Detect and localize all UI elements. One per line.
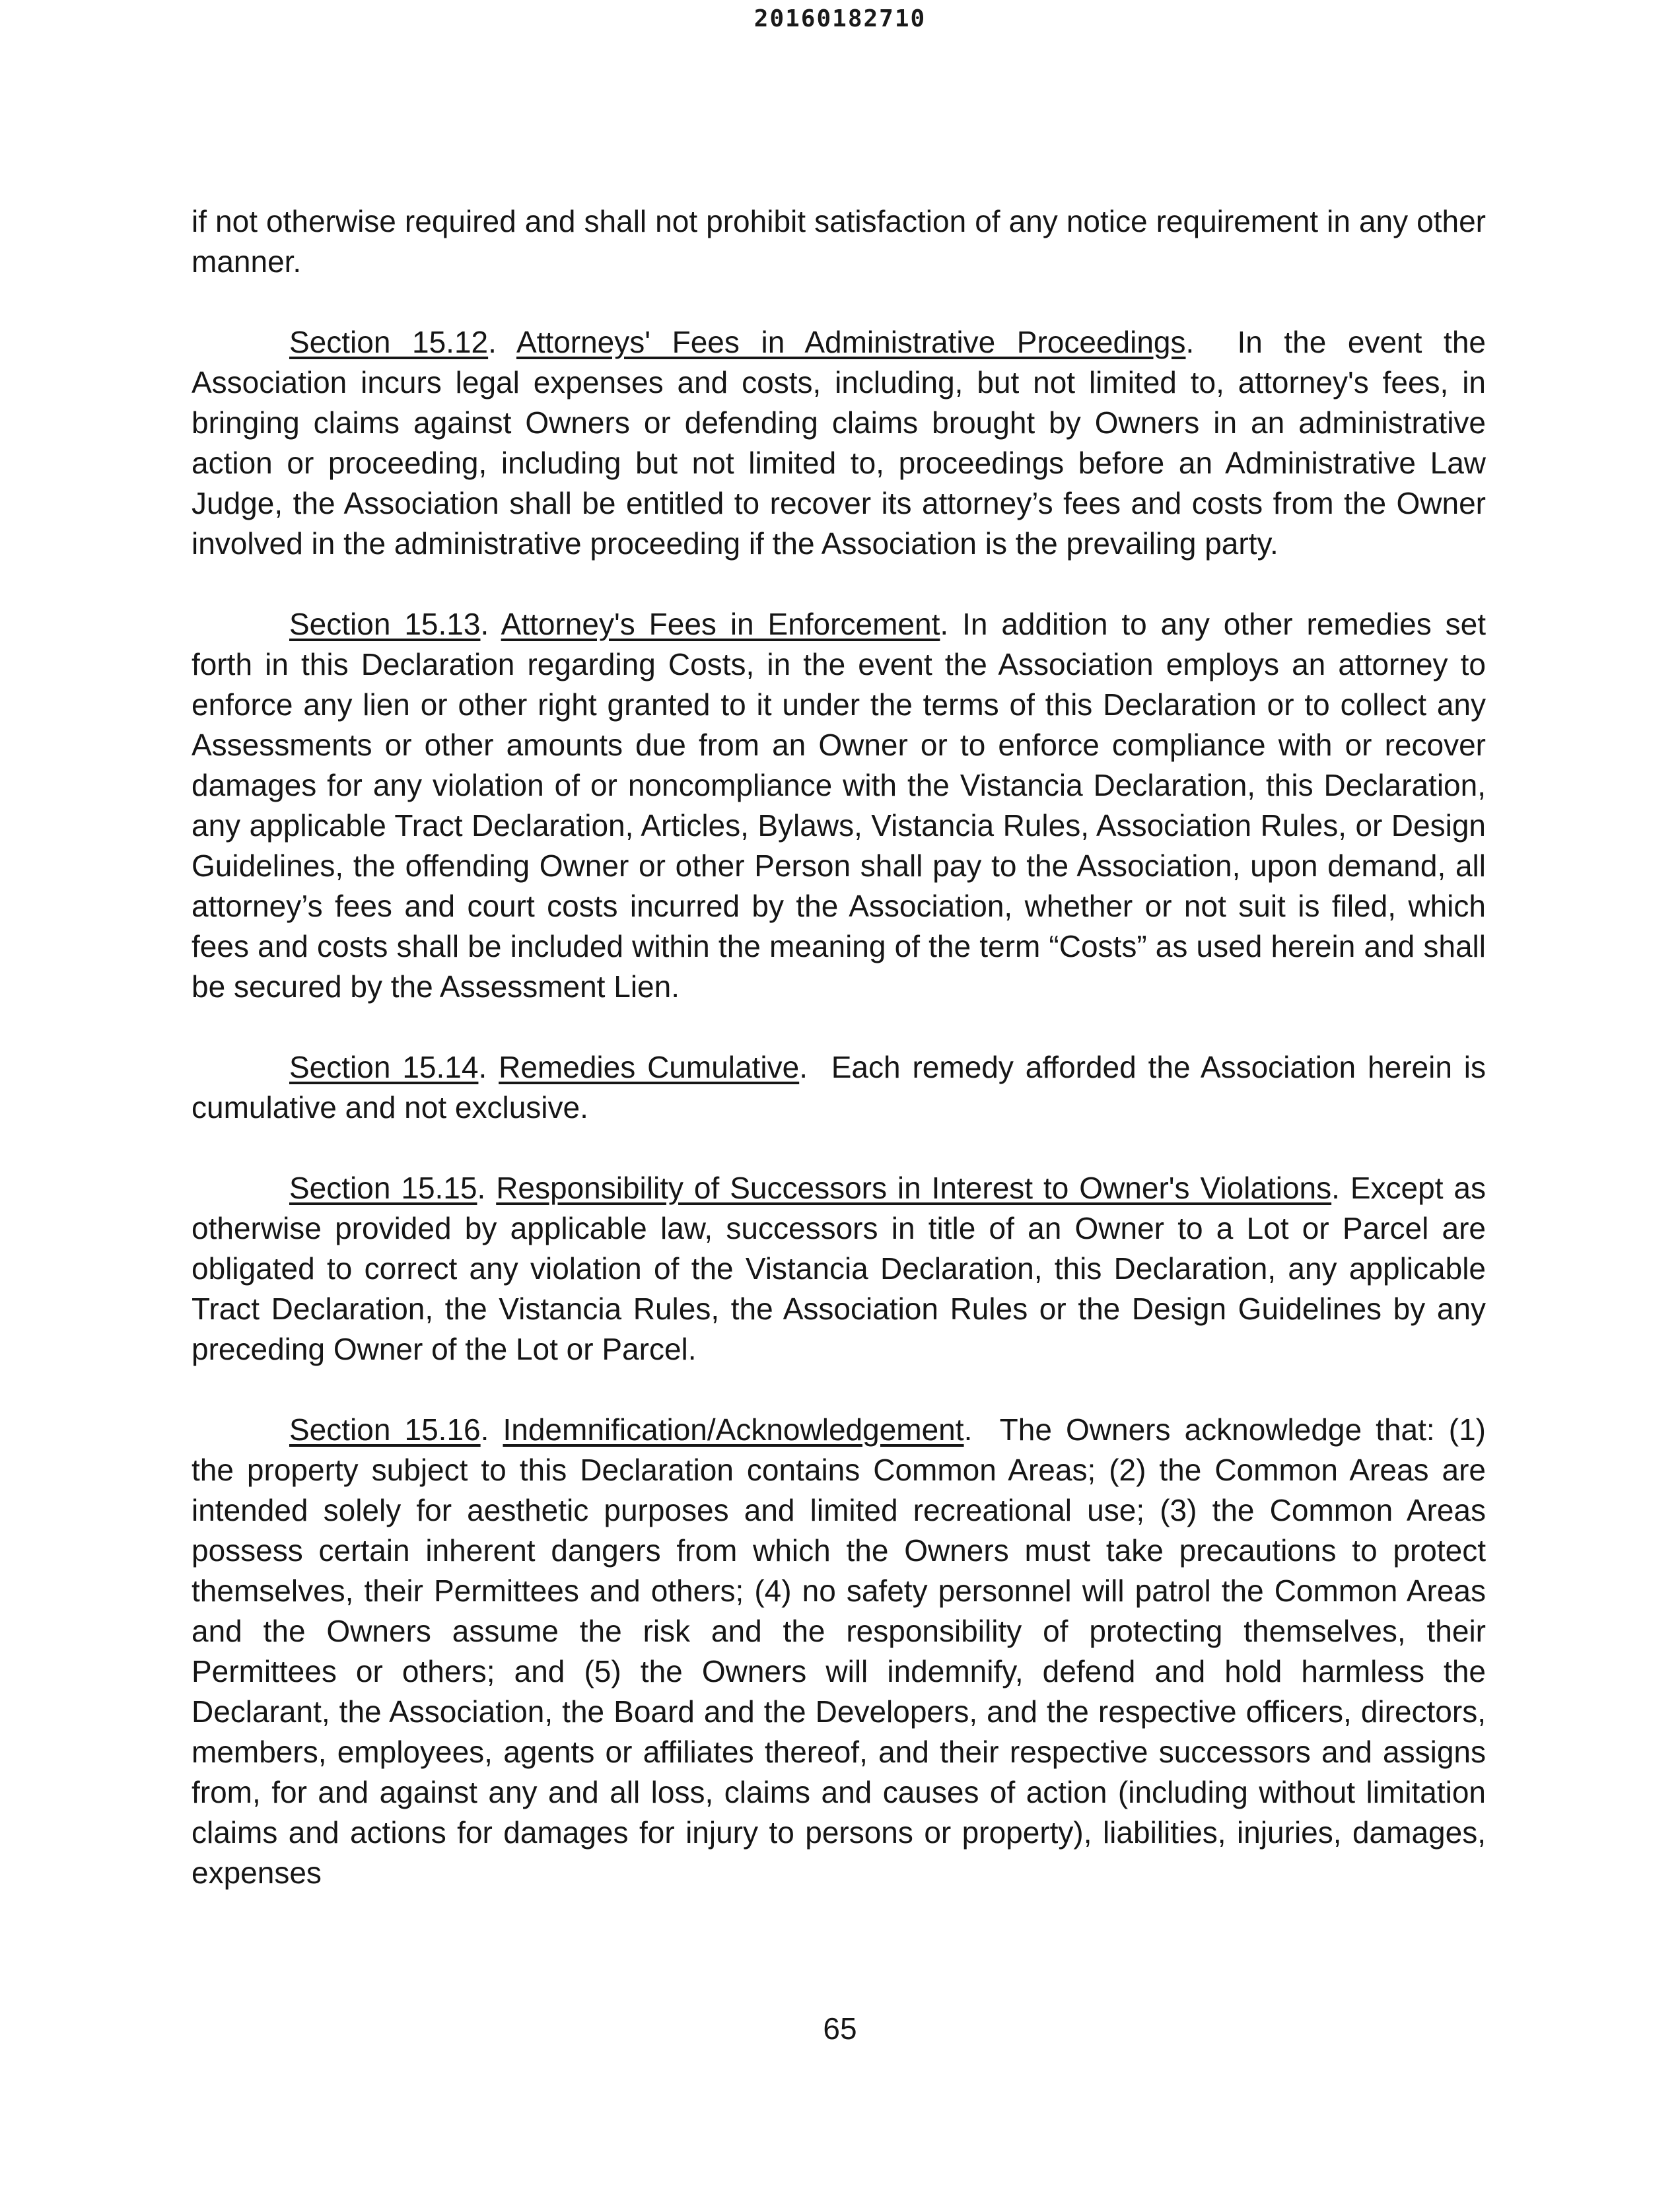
section-body: Except as otherwise provided by applicable law, successors in title of an Owner to a Lot or Parcel are obligated to correct any violation of the Vistancia Declaration, this Declaration, any applicable Tract Declaration, the Vistancia Rules, the Association Rules or the Design Guidelines by any preceding Owner of the Lot or Parcel. [192, 1171, 1486, 1366]
section-15-12: Section 15.12. Attorneys' Fees in Administrative Proceedings. In the event the Association incurs legal expenses and costs, including, but not limited to, attorney's fees, in bringing claims against Owners or defending claims brought by Owners in an administrative action or proceeding, including but not limited to, proceedings before an Administrative Law Judge, the Association shall be entitled to recover its attorney’s fees and costs from the Owner involved in the administrative proceeding if the Association is the prevailing party. [192, 325, 1486, 561]
section-title: Responsibility of Successors in Interest to Owner's Violations [496, 1171, 1332, 1205]
section-title: Indemnification/Acknowledgement [503, 1412, 964, 1447]
section-15-15: Section 15.15. Responsibility of Successors in Interest to Owner's Violations. Except as otherwise provided by applicable law, successors in title of an Owner to a Lot or Parcel are obligated to correct any violation of the Vistancia Declaration, this Declaration, any applicable Tract Declaration, the Vistancia Rules, the Association Rules or the Design Guidelines by any preceding Owner of the Lot or Parcel. [192, 1171, 1486, 1366]
paragraph-body: if not otherwise required and shall not prohibit satisfaction of any notice requirement in any other manner. [192, 204, 1486, 279]
section-number: Section 15.15 [289, 1171, 477, 1205]
section-body: In addition to any other remedies set forth in this Declaration regarding Costs, in the event the Association employs an attorney to enforce any lien or other right granted to it under the terms of this Declaration or to collect any Assessments or other amounts due from an Owner or to enforce compliance with or recover damages for any violation of or noncompliance with the Vistancia Declaration, this Declaration, any applicable Tract Declaration, Articles, Bylaws, Vistancia Rules, Association Rules, or Design Guidelines, the offending Owner or other Person shall pay to the Association, upon demand, all attorney’s fees and court costs incurred by the Association, whether or not suit is filed, which fees and costs shall be included within the meaning of the term “Costs” as used herein and shall be secured by the Assessment Lien. [192, 607, 1487, 1004]
section-body: Each remedy afforded the Association herein is cumulative and not exclusive. [192, 1050, 1487, 1125]
section-number: Section 15.13 [289, 607, 481, 641]
section-body: The Owners acknowledge that: (1) the property subject to this Declaration contains Common Areas; (2) the Common Areas are intended solely for aesthetic purposes and limited recreational use; (3) the Common Areas possess certain inherent dangers from which the Owners must take precautions to protect themselves, their Permittees and others; (4) no safety personnel will patrol the Common Areas and the Owners assume the risk and the responsibility of protecting themselves, their Permittees or others; and (5) the Owners will indemnify, defend and hold harmless the Declarant, the Association, the Board and the Developers, and the respective officers, directors, members, employees, agents or affiliates thereof, and their respective successors and assigns from, for and against any and all loss, claims and causes of action (including without limitation claims and actions for damages for injury to persons or property), liabilities, injuries, damages, expenses [192, 1412, 1486, 1890]
section-title: Remedies Cumulative [499, 1050, 800, 1084]
section-number: Section 15.12 [289, 325, 489, 359]
section-number: Section 15.16 [289, 1412, 481, 1447]
section-15-13: Section 15.13. Attorney's Fees in Enforcement. In addition to any other remedies set forth in this Declaration regarding Costs, in the event the Association employs an attorney to enforce any lien or other right granted to it under the terms of this Declaration or to collect any Assessments or other amounts due from an Owner or to enforce compliance with or recover damages for any violation of or noncompliance with the Vistancia Declaration, this Declaration, any applicable Tract Declaration, Articles, Bylaws, Vistancia Rules, Association Rules, or Design Guidelines, the offending Owner or other Person shall pay to the Association, upon demand, all attorney’s fees and court costs incurred by the Association, whether or not suit is filed, which fees and costs shall be included within the meaning of the term “Costs” as used herein and shall be secured by the Assessment Lien. [192, 607, 1487, 1004]
section-15-14: Section 15.14. Remedies Cumulative. Each remedy afforded the Association herein is cumulative and not exclusive. [192, 1050, 1487, 1125]
section-15-16: Section 15.16. Indemnification/Acknowledgement. The Owners acknowledge that: (1) the property subject to this Declaration contains Common Areas; (2) the Common Areas are intended solely for aesthetic purposes and limited recreational use; (3) the Common Areas possess certain inherent dangers from which the Owners must take precautions to protect themselves, their Permittees and others; (4) no safety personnel will patrol the Common Areas and the Owners assume the risk and the responsibility of protecting themselves, their Permittees or others; and (5) the Owners will indemnify, defend and hold harmless the Declarant, the Association, the Board and the Developers, and the respective officers, directors, members, employees, agents or affiliates thereof, and their respective successors and assigns from, for and against any and all loss, claims and causes of action (including without limitation claims and actions for damages for injury to persons or property), liabilities, injuries, damages, expenses [192, 1412, 1486, 1890]
document-number: 20160182710 [753, 5, 927, 32]
document-body [192, 201, 1486, 1933]
section-title: Attorneys' Fees in Administrative Proceedings [516, 325, 1186, 359]
section-body: In the event the Association incurs legal expenses and costs, including, but not limited to, attorney's fees, in bringing claims against Owners or defending claims brought by Owners in an administrative action or proceeding, including but not limited to, proceedings before an Administrative Law Judge, the Association shall be entitled to recover its attorney’s fees and costs from the Owner involved in the administrative proceeding if the Association is the prevailing party. [192, 325, 1486, 561]
page-number: 65 [823, 2011, 857, 2046]
section-number: Section 15.14 [289, 1050, 479, 1084]
paragraph-continuation [192, 201, 1486, 282]
section-title: Attorney's Fees in Enforcement [501, 607, 940, 641]
